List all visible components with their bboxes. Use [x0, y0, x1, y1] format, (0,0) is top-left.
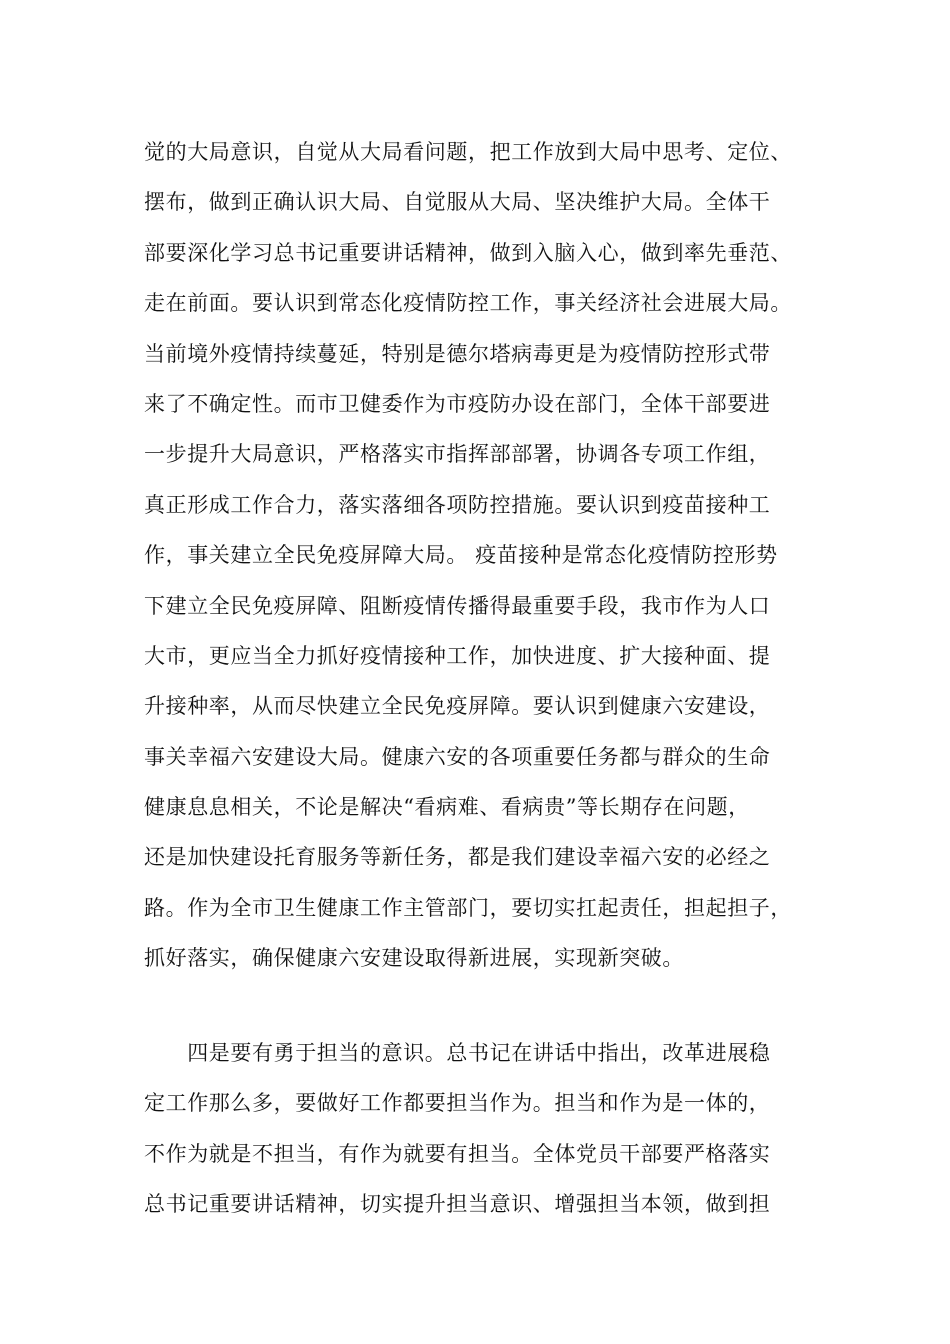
text-line: 抓好落实，确保健康六安建设取得新进展，实现新突破。 — [144, 946, 684, 971]
text-line: 健康息息相关，不论是解决“看病难、看病贵”等长期存在问题， — [144, 795, 750, 820]
text-line: 一步提升大局意识，严格落实市指挥部部署，协调各专项工作组， — [144, 442, 771, 467]
text-line: 下建立全民免疫屏障、阻断疫情传播得最重要手段，我市作为人口 — [144, 593, 771, 618]
text-line: 还是加快建设托育服务等新任务，都是我们建设幸福六安的必经之 — [144, 845, 771, 870]
text-line: 走在前面。要认识到常态化疫情防控工作，事关经济社会进展大局。 — [144, 291, 792, 316]
paragraph-continued — [144, 127, 834, 984]
paragraph-four — [144, 1028, 834, 1230]
text-line: 觉的大局意识，自觉从大局看问题，把工作放到大局中思考、定位、 — [144, 140, 792, 164]
text-line: 四是要有勇于担当的意识。总书记在讲话中指出，改革进展稳 — [144, 1041, 771, 1065]
text-line: 作，事关建立全民免疫屏障大局。 疫苗接种是常态化疫情防控形势 — [144, 543, 778, 568]
text-line: 升接种率，从而尽快建立全民免疫屏障。要认识到健康六安建设， — [144, 694, 771, 719]
text-line: 路。作为全市卫生健康工作主管部门，要切实扛起责任，担起担子， — [144, 895, 792, 920]
text-line: 大市，更应当全力抓好疫情接种工作，加快进度、扩大接种面、提 — [144, 643, 771, 668]
text-line: 总书记重要讲话精神，切实提升担当意识、增强担当本领，做到担 — [144, 1192, 771, 1217]
text-line: 部要深化学习总书记重要讲话精神，做到入脑入心，做到率先垂范、 — [144, 240, 792, 265]
text-line: 事关幸福六安建设大局。健康六安的各项重要任务都与群众的生命 — [144, 744, 771, 769]
text-line: 当前境外疫情持续蔓延，特别是德尔塔病毒更是为疫情防控形式带 — [144, 341, 771, 366]
text-line: 摆布，做到正确认识大局、自觉服从大局、坚决维护大局。全体干 — [144, 190, 771, 215]
text-line: 定工作那么多，要做好工作都要担当作为。担当和作为是一体的， — [144, 1091, 771, 1116]
text-line: 来了不确定性。而市卫健委作为市疫防办设在部门，全体干部要进 — [144, 391, 771, 416]
text-line: 不作为就是不担当，有作为就要有担当。全体党员干部要严格落实 — [144, 1141, 771, 1166]
text-line: 真正形成工作合力，落实落细各项防控措施。要认识到疫苗接种工 — [144, 492, 771, 517]
